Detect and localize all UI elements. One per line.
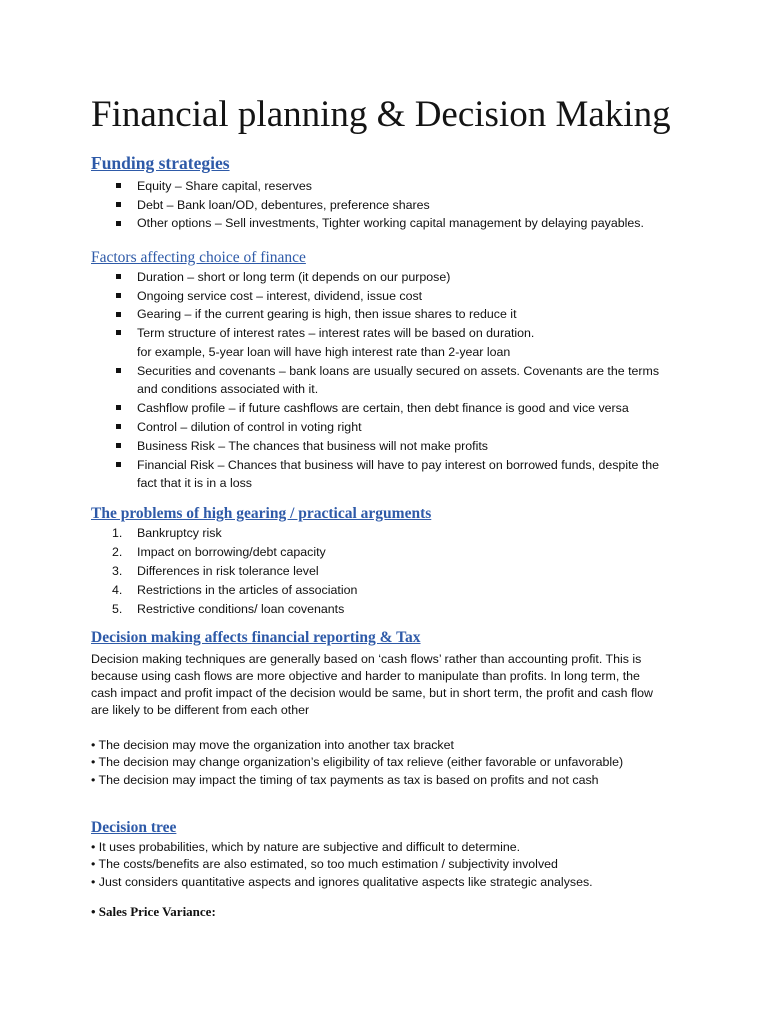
square-bullet-icon	[116, 405, 121, 410]
square-bullet-icon	[116, 462, 121, 467]
decision-bullet: • The decision may move the organization into another tax bracket	[91, 738, 454, 752]
factors-item: Duration – short or long term (it depends on our purpose)	[137, 270, 451, 284]
sales-price-variance-label: • Sales Price Variance:	[91, 904, 216, 919]
decision-paragraph-line: cash impact and profit impact of the decision would be same, but in short term, the profit and cash flow	[91, 686, 653, 700]
square-bullet-icon	[116, 183, 121, 188]
decision-heading: Decision making affects financial reporting & Tax	[91, 629, 421, 646]
tree-heading: Decision tree	[91, 819, 177, 836]
funding-heading: Funding strategies	[91, 153, 230, 173]
funding-item: Equity – Share capital, reserves	[137, 179, 312, 193]
gearing-item: Differences in risk tolerance level	[137, 564, 319, 578]
factors-item-continued: fact that it is in a loss	[137, 476, 253, 490]
factors-item: Securities and covenants – bank loans are usually secured on assets. Covenants are the terms	[137, 364, 660, 378]
tree-bullet: • The costs/benefits are also estimated, so too much estimation / subjectivity involved	[91, 857, 558, 871]
tree-bullet: • Just considers quantitative aspects and ignores qualitative aspects like strategic analyses.	[91, 875, 593, 889]
list-number: 3.	[112, 564, 123, 578]
square-bullet-icon	[116, 443, 121, 448]
list-number: 4.	[112, 583, 123, 597]
square-bullet-icon	[116, 274, 121, 279]
square-bullet-icon	[116, 312, 121, 317]
factors-item: Ongoing service cost – interest, dividend, issue cost	[137, 289, 423, 303]
factors-heading: Factors affecting choice of finance	[91, 249, 306, 266]
list-number: 2.	[112, 545, 123, 559]
factors-item: Gearing – if the current gearing is high, then issue shares to reduce it	[137, 307, 517, 321]
square-bullet-icon	[116, 424, 121, 429]
gearing-item: Restrictions in the articles of association	[137, 583, 358, 597]
funding-item: Other options – Sell investments, Tighter working capital management by delaying payables.	[137, 216, 644, 230]
gearing-item: Impact on borrowing/debt capacity	[137, 545, 326, 559]
decision-paragraph-line: are likely to be different from each other	[91, 703, 310, 717]
page-title: Financial planning & Decision Making	[91, 94, 671, 135]
decision-paragraph-line: Decision making techniques are generally based on ‘cash flows’ rather than accounting profit. This is	[91, 652, 642, 666]
factors-item: Control – dilution of control in voting right	[137, 420, 362, 434]
square-bullet-icon	[116, 221, 121, 226]
square-bullet-icon	[116, 202, 121, 207]
decision-bullet: • The decision may change organization’s eligibility of tax relieve (either favorable or unfavorable)	[91, 755, 624, 769]
square-bullet-icon	[116, 368, 121, 373]
list-number: 5.	[112, 602, 123, 616]
factors-item: Business Risk – The chances that business will not make profits	[137, 439, 489, 453]
funding-item: Debt – Bank loan/OD, debentures, preference shares	[137, 198, 430, 212]
square-bullet-icon	[116, 293, 121, 298]
square-bullet-icon	[116, 330, 121, 335]
factors-item: Term structure of interest rates – interest rates will be based on duration.	[137, 326, 535, 340]
gearing-item: Restrictive conditions/ loan covenants	[137, 602, 345, 616]
decision-paragraph-line: because using cash flows are more objective and harder to manipulate than profits. In long term, the	[91, 669, 640, 683]
factors-item-continued: for example, 5-year loan will have high interest rate than 2-year loan	[137, 345, 511, 359]
list-number: 1.	[112, 526, 123, 540]
gearing-heading: The problems of high gearing / practical arguments	[91, 505, 432, 522]
factors-item: Cashflow profile – if future cashflows are certain, then debt finance is good and vice versa	[137, 401, 629, 415]
decision-bullet: • The decision may impact the timing of tax payments as tax is based on profits and not cash	[91, 773, 599, 787]
factors-item-continued: and conditions associated with it.	[137, 382, 319, 396]
factors-item: Financial Risk – Chances that business will have to pay interest on borrowed funds, despite the	[137, 458, 660, 472]
gearing-item: Bankruptcy risk	[137, 526, 222, 540]
tree-bullet: • It uses probabilities, which by nature are subjective and difficult to determine.	[91, 840, 521, 854]
